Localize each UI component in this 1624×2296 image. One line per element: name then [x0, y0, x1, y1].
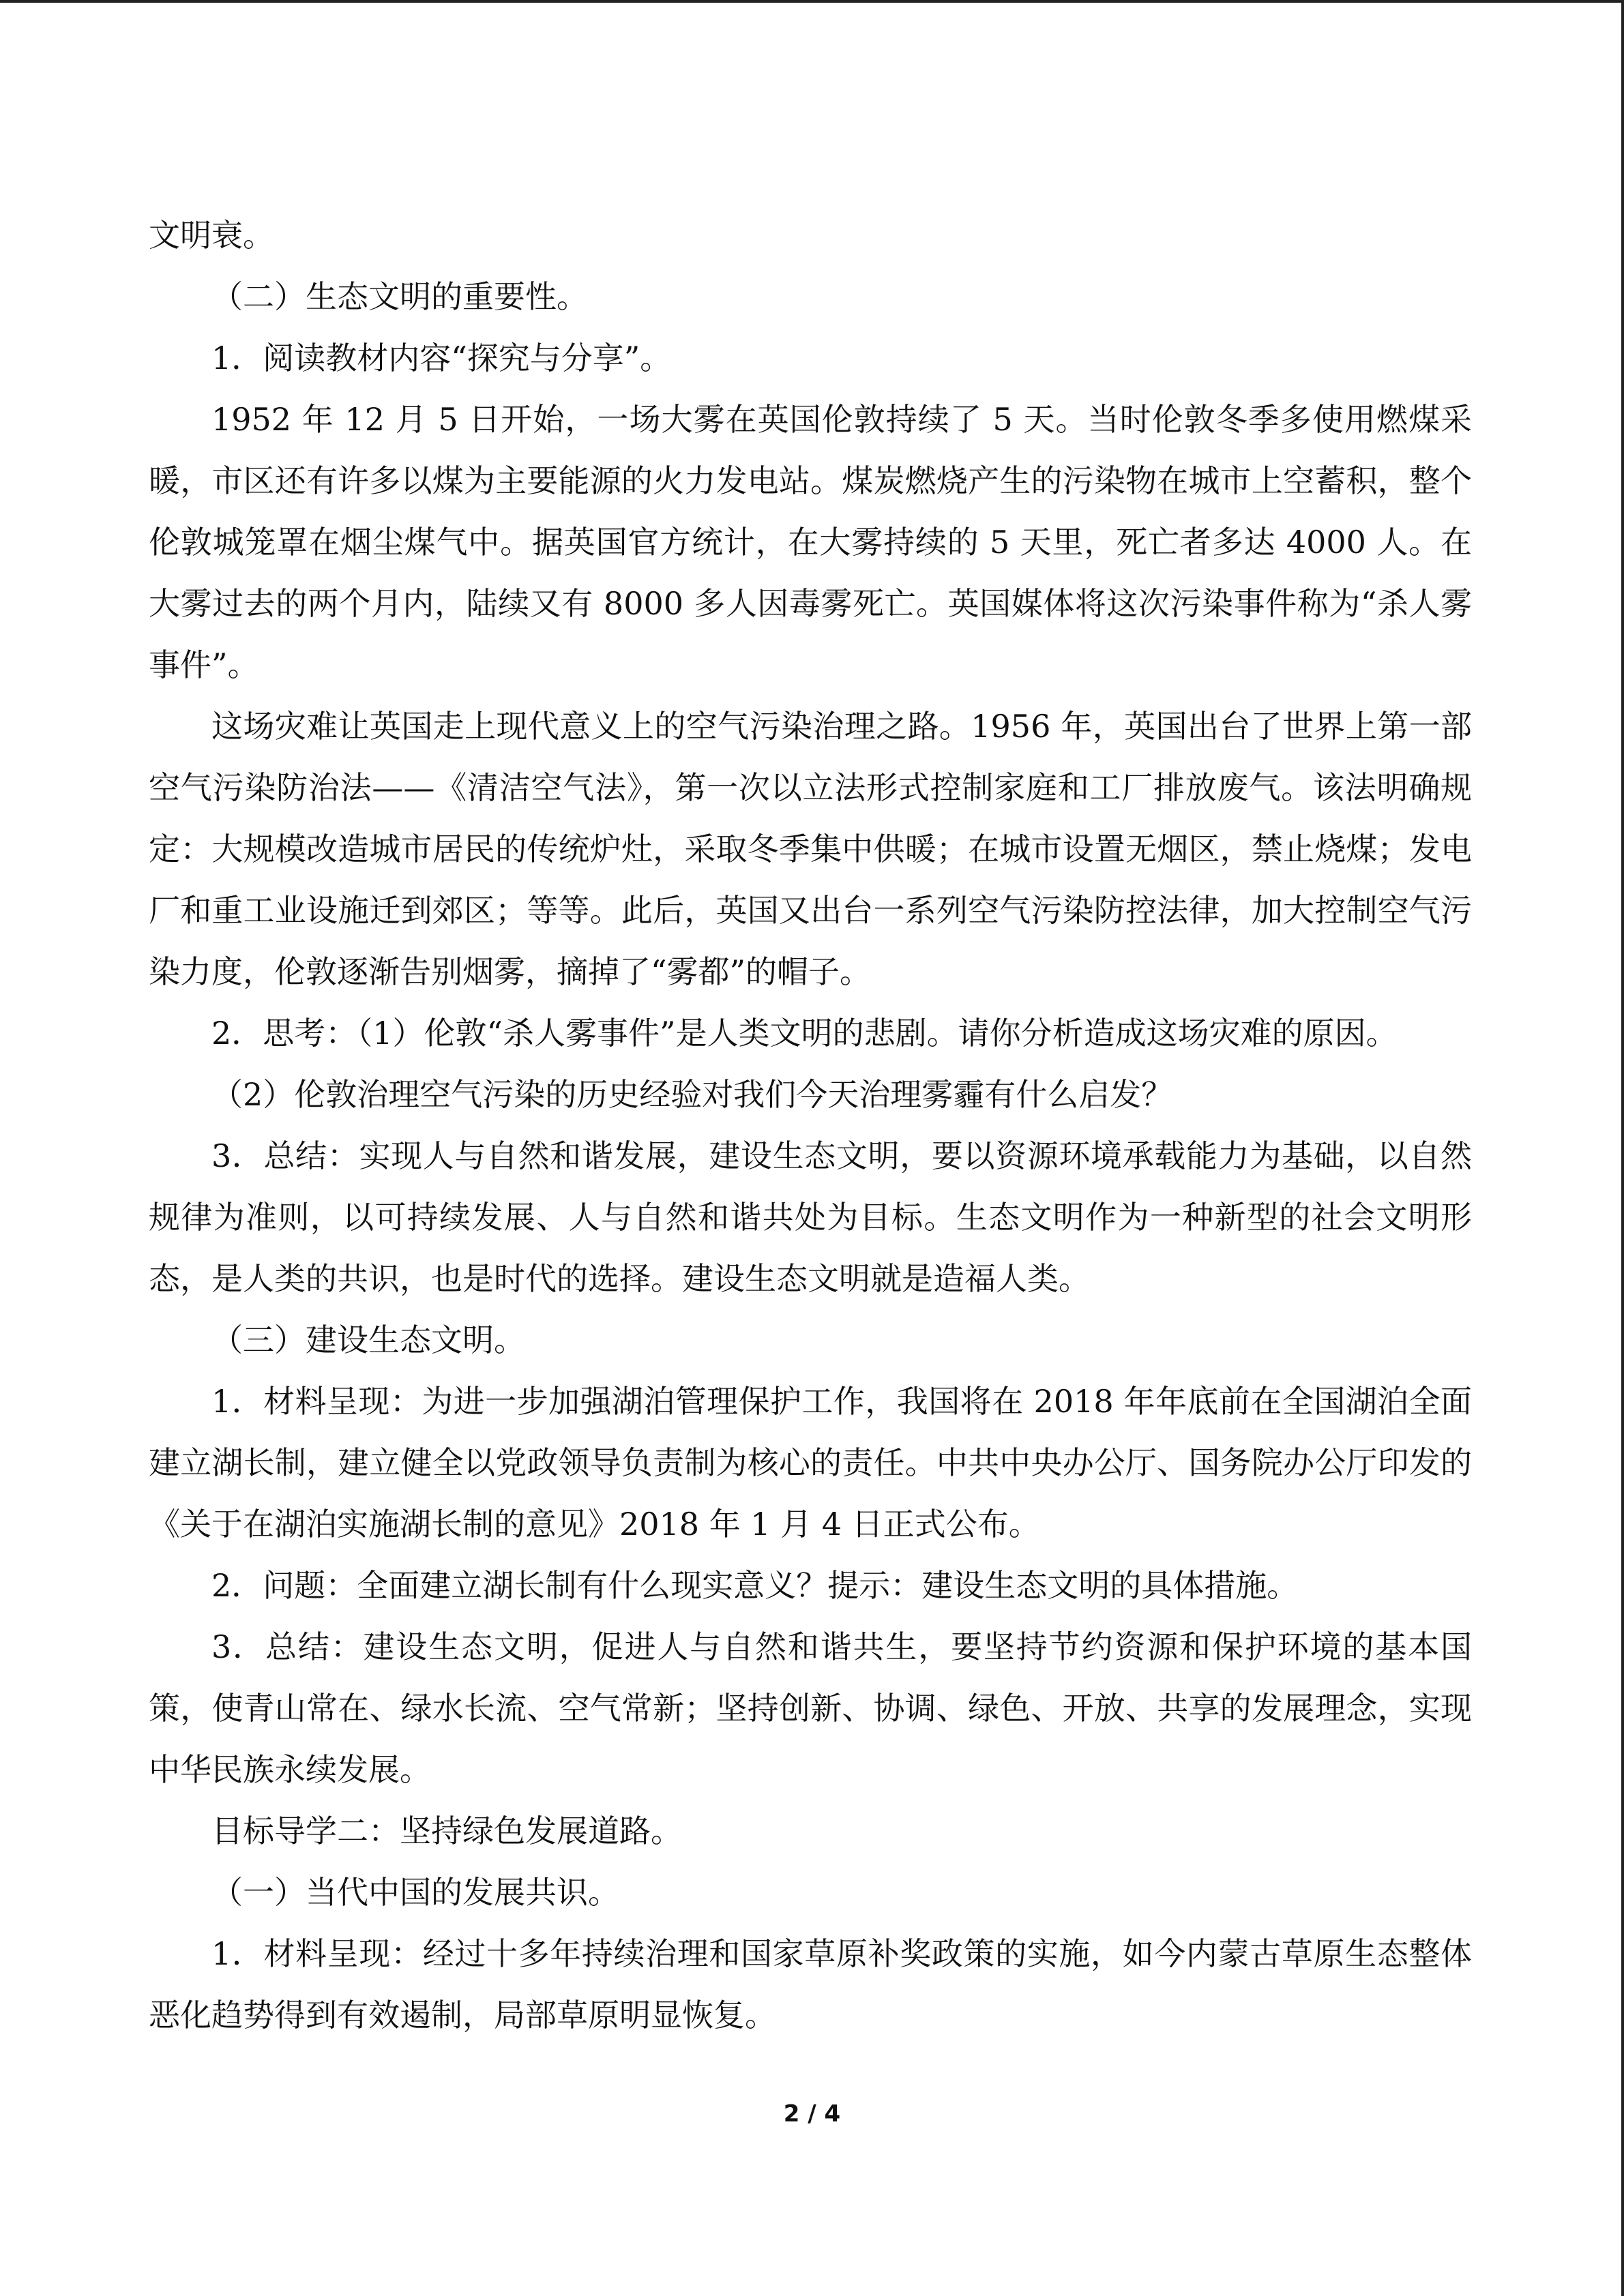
- page-number: 2 / 4: [783, 2100, 841, 2128]
- top-border-line: [0, 0, 1624, 3]
- document-body: [149, 205, 1472, 2046]
- question-think-1: 2．思考：（1）伦敦“杀人雾事件”是人类文明的悲剧。请你分析造成这场灾难的原因。: [211, 1015, 1398, 1052]
- paragraph-london-fog: 1952 年 12 月 5 日开始，一场大雾在英国伦敦持续了 5 天。当时伦敦冬季多使用燃煤采暖，市区还有许多以煤为主要能源的火力发电站。煤炭燃烧产生的污染物在城市上空蓄积，整个伦敦城笼罩在烟尘煤气中。据英国官方统计，在大雾持续的 5 天里，死亡者多达 4000 人。在大雾过去的两个月内，陆续又有 8000 多人因毒雾死亡。英国媒体将这次污染事件称为“杀人雾事件”。: [149, 401, 1472, 683]
- material-lake-chief: 1．材料呈现：为进一步加强湖泊管理保护工作，我国将在 2018 年年底前在全国湖泊全面建立湖长制，建立健全以党政领导负责制为核心的责任。中共中央办公厅、国务院办公厅印发的《关于在湖泊实施湖长制的意见》2018 年 1 月 4 日正式公布。: [149, 1383, 1472, 1542]
- summary-build-ecology: 3．总结：建设生态文明，促进人与自然和谐共生，要坚持节约资源和保护环境的基本国策，使青山常在、绿水长流、空气常新；坚持创新、协调、绿色、开放、共享的发展理念，实现中华民族永续发展。: [149, 1628, 1472, 1788]
- section-heading-build: （三）建设生态文明。: [211, 1322, 525, 1358]
- right-border-line: [1621, 0, 1624, 2296]
- material-grassland: 1．材料呈现：经过十多年持续治理和国家草原补奖政策的实施，如今内蒙古草原生态整体恶化趋势得到有效遏制，局部草原明显恢复。: [149, 1935, 1472, 2033]
- section-heading-importance: （二）生态文明的重要性。: [211, 278, 588, 315]
- instruction-read-textbook: 1．阅读教材内容“探究与分享”。: [211, 340, 672, 376]
- question-think-2: （2）伦敦治理空气污染的历史经验对我们今天治理雾霾有什么启发？: [211, 1076, 1173, 1113]
- section-heading-consensus: （一）当代中国的发展共识。: [211, 1874, 619, 1911]
- question-lake-chief: 2．问题：全面建立湖长制有什么现实意义？提示：建设生态文明的具体措施。: [211, 1567, 1299, 1604]
- goal-heading-green: 目标导学二：坚持绿色发展道路。: [211, 1813, 682, 1849]
- paragraph-continuation: 文明衰。: [149, 217, 274, 254]
- paragraph-clean-air-act: 这场灾难让英国走上现代意义上的空气污染治理之路。1956 年，英国出台了世界上第一部空气污染防治法——《清洁空气法》，第一次以立法形式控制家庭和工厂排放废气。该法明确规定：大规模改造城市居民的传统炉灶，采取冬季集中供暖；在城市设置无烟区，禁止烧煤；发电厂和重工业设施迁到郊区；等等。此后，英国又出台一系列空气污染防控法律，加大控制空气污染力度，伦敦逐渐告别烟雾，摘掉了“雾都”的帽子。: [149, 708, 1472, 990]
- summary-harmony: 3．总结：实现人与自然和谐发展，建设生态文明，要以资源环境承载能力为基础，以自然规律为准则，以可持续发展、人与自然和谐共处为目标。生态文明作为一种新型的社会文明形态，是人类的共识，也是时代的选择。建设生态文明就是造福人类。: [149, 1137, 1472, 1297]
